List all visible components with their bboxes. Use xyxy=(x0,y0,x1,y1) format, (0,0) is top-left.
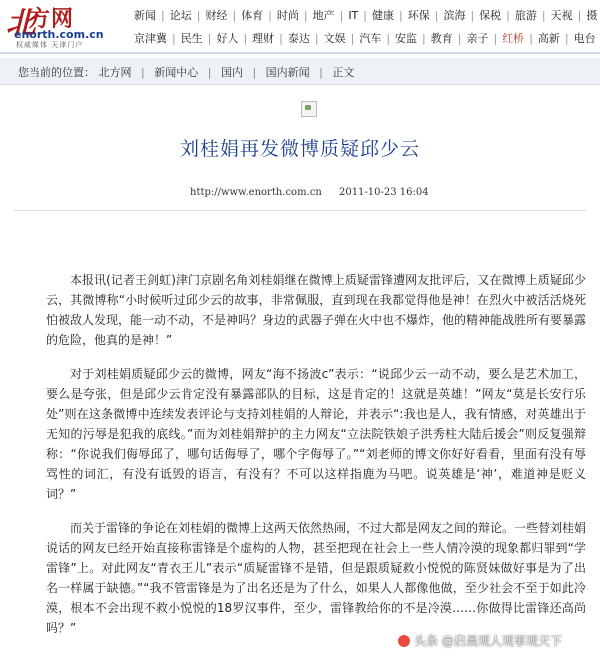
breadcrumb-separator: | xyxy=(141,66,145,79)
nav-separator: | xyxy=(303,8,308,22)
nav-item[interactable]: 体育 xyxy=(241,9,264,22)
nav-item[interactable]: 保税 xyxy=(479,9,502,22)
site-header xyxy=(0,0,600,52)
nav-separator: | xyxy=(399,8,403,22)
nav-separator: | xyxy=(422,31,426,45)
nav-item[interactable]: 旅游 xyxy=(514,9,537,22)
article-paragraph: 而关于雷锋的争论在刘桂娟的微博上这两天依然热闹，不过大都是网友之间的辩论。一些替刘桂娟说话的网友已经开始直接称雷锋是个虚构的人物，甚至把现在社会上一些人情冷漠的现象都归罪到“学雷锋”上。对此网友“青衣王儿”表示“质疑雷锋不是错，但是跟质疑救小悦悦的陈贤妹做好事是为了出名一样属于缺德。”“我不管雷锋是为了出名还是为了什么，如果人人都像他做，至少社会不至于如此冷漠，根本不会出现不救小悦悦的18罗汉事件，至少，雷锋教给你的不是冷漠……你做得比雷锋还高尚吗？” xyxy=(46,521,587,635)
nav-separator: | xyxy=(196,8,201,22)
nav-separator: | xyxy=(470,8,475,22)
breadcrumb-item-current: 正文 xyxy=(332,66,355,79)
nav-separator: | xyxy=(232,8,237,22)
nav-separator: | xyxy=(506,8,510,22)
nav-item[interactable]: 京津冀 xyxy=(134,32,167,45)
nav-item[interactable]: 地产 xyxy=(312,9,335,22)
nav-separator: | xyxy=(386,31,391,45)
nav-item[interactable]: 摄 xyxy=(586,9,598,22)
nav-item[interactable]: 民生 xyxy=(180,32,203,45)
meta-divider xyxy=(14,210,586,211)
site-logo[interactable] xyxy=(6,2,128,48)
nav-row-primary xyxy=(134,6,597,24)
article-paragraph: 本报讯(记者王剑虹)津门京剧名角刘桂娟继在微博上质疑雷锋遭网友批评后，又在微博上质疑邱少云，其微博称“小时候听过邱少云的故事，非常佩服，直到现在我都觉得他是神！在烈火中被活活烧死怕被敌人发现，能一动不动，不是神吗？身边的武器子弹在火中也不爆炸，他的精神能战胜所有要暴露的危险，他真的是神！” xyxy=(46,273,587,347)
nav-separator: | xyxy=(314,31,319,45)
nav-separator: | xyxy=(279,31,283,45)
breadcrumb-item-domestic-news[interactable]: 国内新闻 xyxy=(265,66,310,79)
nav-separator: | xyxy=(350,31,355,45)
breadcrumb xyxy=(18,64,354,80)
nav-separator: | xyxy=(268,8,272,22)
nav-separator: | xyxy=(339,8,344,22)
nav-item[interactable]: 泰达 xyxy=(287,32,310,45)
article-body xyxy=(46,270,586,652)
nav-separator: | xyxy=(172,31,176,45)
logo-slogan: 权威媒体 天津门户 xyxy=(16,41,84,49)
breadcrumb-bar xyxy=(0,58,600,85)
nav-item[interactable]: 文娱 xyxy=(323,32,346,45)
nav-separator: | xyxy=(564,31,569,45)
nav-item[interactable]: 教育 xyxy=(430,32,453,45)
nav-item[interactable]: 汽车 xyxy=(359,32,382,45)
nav-item[interactable]: 时尚 xyxy=(276,9,299,22)
nav-item[interactable]: 高新 xyxy=(537,32,560,45)
logo-text: 方网 xyxy=(28,6,75,32)
nav-item[interactable]: 安监 xyxy=(395,32,418,45)
breadcrumb-item-home[interactable]: 北方网 xyxy=(98,66,132,79)
logo-mark: 北 xyxy=(6,6,36,41)
nav-separator: | xyxy=(457,31,462,45)
nav-separator: | xyxy=(529,31,533,45)
nav-item[interactable]: 天视 xyxy=(550,9,573,22)
article-title: 刘桂娟再发微博质疑邱少云 xyxy=(179,138,420,160)
watermark-text: 头条 @启晨观人观事观天下 xyxy=(414,634,562,648)
nav-item[interactable]: IT xyxy=(348,8,359,22)
article-meta xyxy=(190,187,429,198)
toutiao-icon xyxy=(398,635,410,647)
breadcrumb-prefix: 您当前的位置： xyxy=(18,66,95,79)
nav-separator: | xyxy=(493,31,498,45)
nav-separator: | xyxy=(161,8,165,22)
nav-separator: | xyxy=(577,8,582,22)
source-url[interactable]: http://www.enorth.com.cn xyxy=(190,187,322,198)
watermark xyxy=(398,632,562,649)
breadcrumb-separator: | xyxy=(207,66,212,79)
nav-item[interactable]: 新闻 xyxy=(134,9,156,22)
nav-item[interactable]: 理财 xyxy=(252,32,275,45)
nav-item[interactable]: 健康 xyxy=(372,9,394,22)
nav-item[interactable]: 论坛 xyxy=(169,9,192,22)
publish-time: 2011-10-23 16:04 xyxy=(338,187,429,198)
nav-separator: | xyxy=(434,8,439,22)
logo-domain: enorth.com.cn xyxy=(14,28,104,41)
nav-item[interactable]: 滨海 xyxy=(443,9,466,22)
nav-item[interactable]: 亲子 xyxy=(466,32,489,45)
header-divider xyxy=(0,52,600,54)
nav-separator: | xyxy=(243,31,248,45)
nav-separator: | xyxy=(363,8,367,22)
nav-item[interactable]: 红桥 xyxy=(502,32,525,45)
nav-separator: | xyxy=(541,8,546,22)
breadcrumb-separator: | xyxy=(252,66,257,79)
article-paragraph: 对于刘桂娟质疑邱少云的微博，网友“海不扬波c”表示：“说邱少云一动不动，要么是艺术加工，要么是夸张，但是邱少云肯定没有暴露部队的目标，这是肯定的！这就是英雄！”网友“莫是长安行乐处”则在这条微博中连续发表评论与支持刘桂娟的人辩论，并表示“:我也是人，我有情感，对英雄出于无知的污辱是犯我的底线。”而为刘桂娟辩护的主力网友“立法院铁娘子洪秀柱大陆后援会”则反复强辩称：“你说我们侮辱邱了，哪句话侮辱了，哪个字侮辱了。”“刘老师的博文你好好看看，里面有没有辱骂性的词汇，有没有诋毁的语言，有没有？不可以这样指鹿为马吧。说英雄是‘神’，难道神是贬义词？” xyxy=(46,367,586,501)
nav-item[interactable]: 财经 xyxy=(205,9,228,22)
nav-item[interactable]: 好人 xyxy=(216,32,239,45)
nav-item[interactable]: 环保 xyxy=(407,9,430,22)
breadcrumb-item-news-center[interactable]: 新闻中心 xyxy=(154,66,199,79)
broken-image-icon xyxy=(301,101,317,117)
nav-row-secondary xyxy=(134,29,596,47)
breadcrumb-item-domestic[interactable]: 国内 xyxy=(220,66,243,79)
breadcrumb-separator: | xyxy=(319,66,323,79)
nav-item[interactable]: 电台 xyxy=(573,32,596,45)
nav-separator: | xyxy=(207,31,212,45)
